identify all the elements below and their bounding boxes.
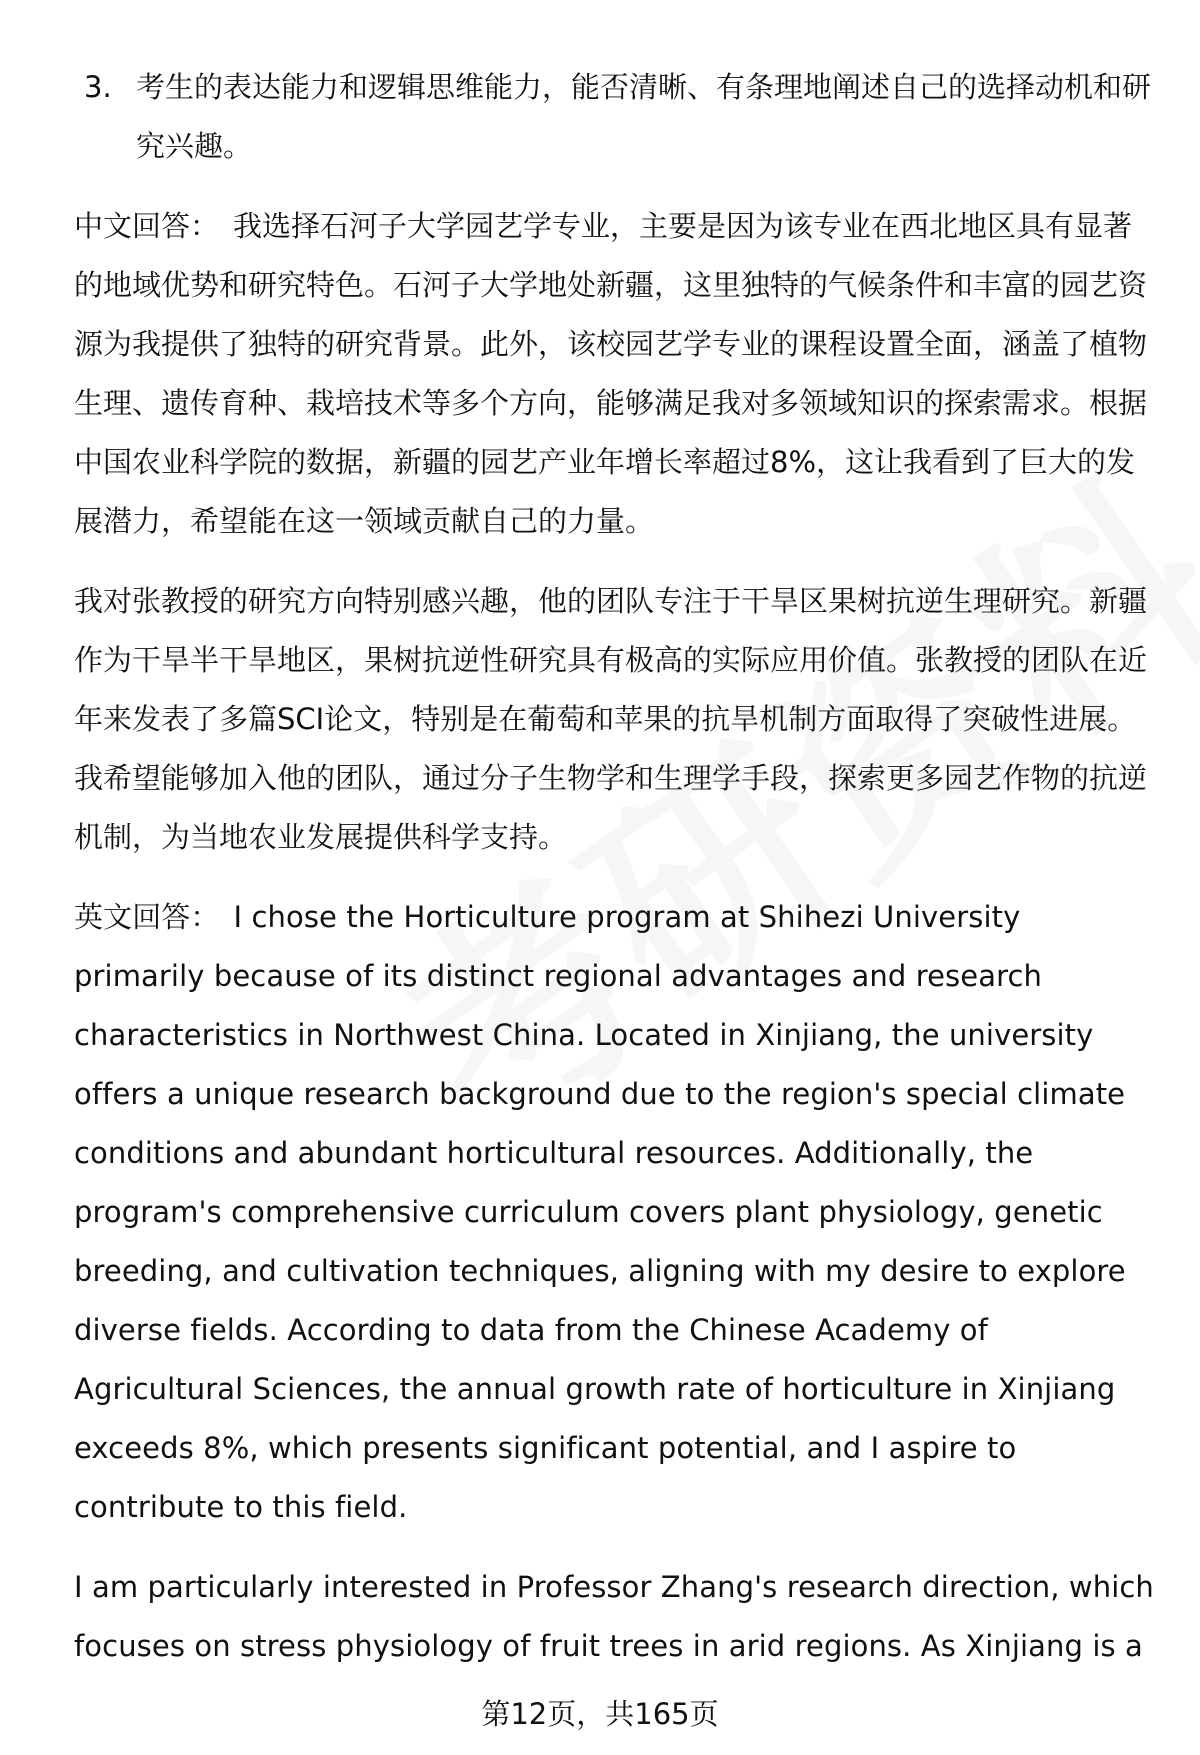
chinese-answer-paragraph-1: [74, 197, 1154, 551]
page-content: [74, 58, 1154, 1676]
list-item-text: 考生的表达能力和逻辑思维能力，能否清晰、有条理地阐述自己的选择动机和研究兴趣。: [136, 70, 1152, 163]
chinese-answer-paragraph-2: 我对张教授的研究方向特别感兴趣，他的团队专注于干旱区果树抗逆生理研究。新疆作为干旱半干旱地区，果树抗逆性研究具有极高的实际应用价值。张教授的团队在近年来发表了多篇SCI论文，特别是在葡萄和苹果的抗旱机制方面取得了突破性进展。我希望能够加入他的团队，通过分子生物学和生理学手段，探索更多园艺作物的抗逆机制，为当地农业发展提供科学支持。: [74, 584, 1148, 854]
list-item-number: 3.: [84, 70, 112, 104]
list-item: [84, 58, 1154, 176]
page-footer: 第12页，共165页: [481, 1697, 719, 1731]
chinese-answer-label: 中文回答：: [74, 209, 220, 243]
english-answer-text-1: I chose the Horticulture program at Shihezi University primarily because of its distinct regional advantages and research characteristics in Northwest China. Located in Xinjiang, the university offers a unique research background due to the region's special climate conditions and abundant horticultural resources. Additionally, the program's comprehensive curriculum covers plant physiology, genetic breeding, and cultivation techniques, aligning with my desire to explore diverse fields. According to data from the Chinese Academy of Agricultural Sciences, the annual growth rate of horticulture in Xinjiang exceeds 8%, which presents significant potential, and I aspire to contribute to this field.: [74, 900, 1126, 1524]
english-answer-paragraph-2: I am particularly interested in Professor Zhang's research direction, which focuses on stress physiology of fruit trees in arid regions. As Xinjiang is a: [74, 1570, 1154, 1663]
chinese-answer-text-1: 我选择石河子大学园艺学专业，主要是因为该专业在西北地区具有显著的地域优势和研究特色。石河子大学地处新疆，这里独特的气候条件和丰富的园艺资源为我提供了独特的研究背景。此外，该校园艺学专业的课程设置全面，涵盖了植物生理、遗传育种、栽培技术等多个方向，能够满足我对多领域知识的探索需求。根据中国农业科学院的数据，新疆的园艺产业年增长率超过8%，这让我看到了巨大的发展潜力，希望能在这一领域贡献自己的力量。: [74, 209, 1148, 538]
english-answer-paragraph-1: [74, 888, 1154, 1537]
english-answer-label: 英文回答：: [74, 900, 220, 934]
